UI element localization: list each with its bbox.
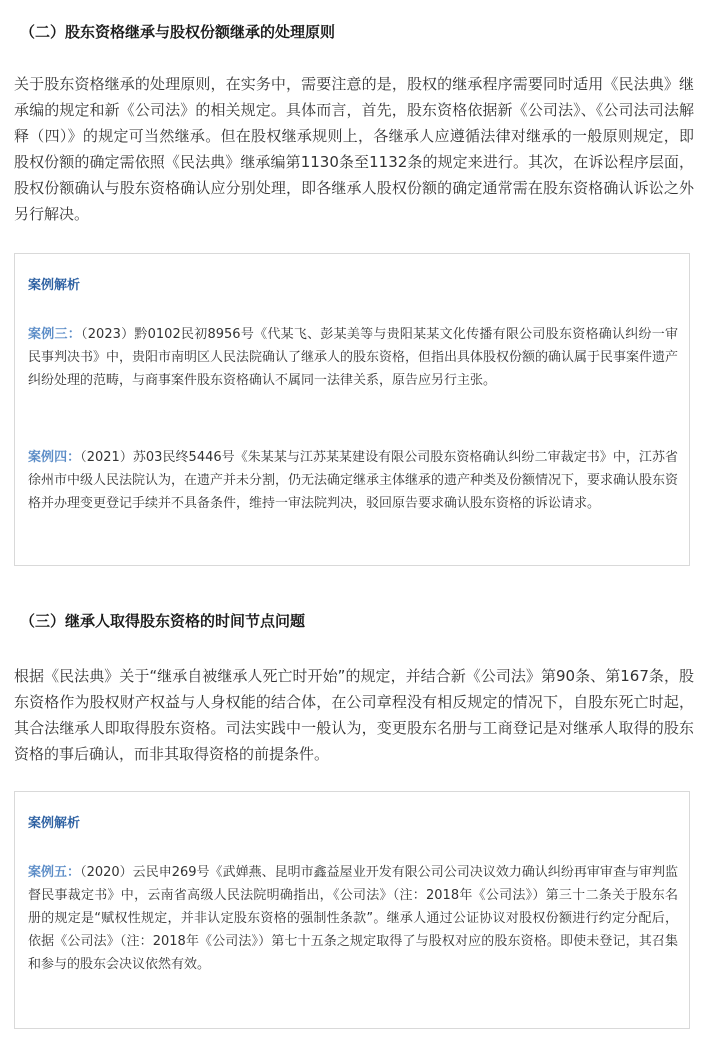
case-label: 案例四： bbox=[28, 450, 81, 465]
case-item-3 bbox=[28, 323, 678, 392]
section-paragraph-2: 关于股东资格继承的处理原则，在实务中，需要注意的是，股权的继承程序需要同时适用《民法典》继承编的规定和新《公司法》的相关规定。具体而言，首先，股东资格依据新《公司法》、《公司法司法解释（四）》的规定可当然继承。但在股权继承规则上，各继承人应遵循法律对继承的一般原则规定，即股权份额的确定需依照《民法典》继承编第1130条至1132条的规定来进行。其次，在诉讼程序层面，股权份额确认与股东资格确认应分别处理，即各继承人股权份额的确定通常需在股东资格确认诉讼之外另行解决。 bbox=[14, 75, 694, 223]
case-analysis-title: 案例解析 bbox=[28, 816, 81, 831]
section-paragraph-3: 根据《民法典》关于“继承自被继承人死亡时开始”的规定，并结合新《公司法》第90条、第167条，股东资格作为股权财产权益与人身权能的结合体，在公司章程没有相反规定的情况下，自股东死亡时起，其合法继承人即取得股东资格。司法实践中一般认为，变更股东名册与工商登记是对继承人取得的股东资格的事后确认，而非其取得资格的前提条件。 bbox=[14, 667, 694, 763]
section-heading-2: （二）股东资格继承与股权份额继承的处理原则 bbox=[20, 23, 336, 41]
case-item-5 bbox=[28, 861, 678, 976]
case-text: （2021）苏03民终5446号《朱某某与江苏某某建设有限公司股东资格确认纠纷二审裁定书》中，江苏省徐州市中级人民法院认为，在遗产并未分割，仍无法确定继承主体继承的遗产种类及份额情况下，要求确认股东资格并办理变更登记手续并不具备条件，维持一审法院判决，驳回原告要求确认股东资格的诉讼请求。 bbox=[28, 450, 679, 511]
case-analysis-box-1 bbox=[14, 253, 690, 566]
case-label: 案例五： bbox=[28, 865, 81, 880]
case-analysis-title: 案例解析 bbox=[28, 278, 81, 293]
case-text: （2020）云民申269号《武婵燕、昆明市鑫益屋业开发有限公司公司决议效力确认纠纷再审审查与审判监督民事裁定书》中，云南省高级人民法院明确指出，《公司法》（注：2018年《公司法》）第三十二条关于股东名册的规定是“赋权性规定，并非认定股东资格的强制性条款”。继承人通过公证协议对股权份额进行约定分配后，依据《公司法》（注：2018年《公司法》）第七十五条之规定取得了与股权对应的股东资格。即使未登记，其召集和参与的股东会决议依然有效。 bbox=[28, 865, 678, 972]
case-item-4 bbox=[28, 446, 678, 515]
case-label: 案例三： bbox=[28, 327, 82, 342]
section-heading-3: （三）继承人取得股东资格的时间节点问题 bbox=[20, 612, 306, 630]
case-analysis-box-2 bbox=[14, 791, 690, 1029]
case-text: （2023）黔0102民初8956号《代某飞、彭某美等与贵阳某某文化传播有限公司股东资格确认纠纷一审民事判决书》中，贵阳市南明区人民法院确认了继承人的股东资格，但指出具体股权份额的确认属于民事案件遗产纠纷处理的范畴，与商事案件股东资格确认不属同一法律关系，原告应另行主张。 bbox=[28, 327, 679, 388]
